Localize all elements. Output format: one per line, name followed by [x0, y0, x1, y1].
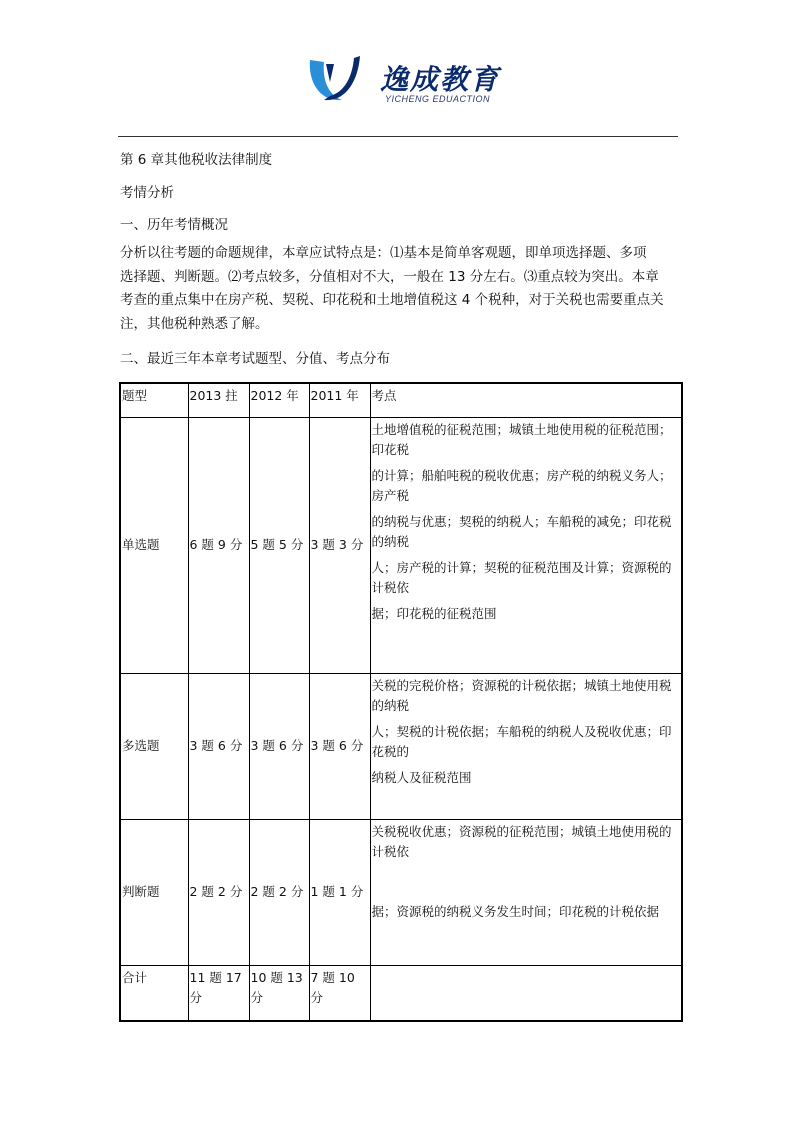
points-line: 关税税收优惠；资源税的征税范围；城镇土地使用税的计税依 [371, 823, 672, 859]
score-cell: 3 题 6 分 [309, 673, 370, 819]
score-cell: 6 题 9 分 [188, 417, 249, 673]
score-cell: 11 题 17 分 [188, 965, 249, 1021]
score-cell: 5 题 5 分 [249, 417, 309, 673]
header-cell: 2011 年 [309, 383, 370, 417]
section-title: 考情分析 [120, 185, 174, 201]
points-cell [370, 673, 682, 819]
points-line: 人；契税的计税依据；车船税的纳税人及税收优惠；印花税的 [371, 723, 672, 759]
points-line: 据；资源税的纳税义务发生时间；印花税的计税依据 [371, 903, 660, 919]
points-line: 纳税人及征税范围 [371, 769, 472, 785]
score-cell: 3 题 6 分 [188, 673, 249, 819]
points-line: 人；房产税的计算；契税的征税范围及计算；资源税的计税依 [371, 559, 672, 595]
header-cell: 考点 [370, 383, 682, 417]
heading-distribution: 二、最近三年本章考试题型、分值、考点分布 [120, 351, 390, 367]
table-header-row [120, 383, 682, 417]
points-cell [370, 819, 682, 965]
type-cell: 多选题 [120, 673, 188, 819]
table-row [120, 673, 682, 819]
heading-overview: 一、历年考情概况 [120, 217, 228, 233]
score-cell: 3 题 3 分 [309, 417, 370, 673]
table-row [120, 819, 682, 965]
table-row [120, 417, 682, 673]
points-line: 据；印花税的征税范围 [371, 605, 497, 621]
points-line: 的纳税与优惠；契税的纳税人；车船税的减免；印花税的纳税 [371, 513, 672, 549]
score-cell: 2 题 2 分 [249, 819, 309, 965]
type-cell: 判断题 [120, 819, 188, 965]
points-cell [370, 965, 682, 1021]
header-divider [118, 136, 678, 137]
points-line: 关税的完税价格；资源税的计税依据；城镇土地使用税的纳税 [371, 677, 672, 713]
analysis-paragraph [120, 242, 680, 336]
exam-distribution-table [119, 382, 683, 1022]
type-cell: 合计 [120, 965, 188, 1021]
points-cell [370, 417, 682, 673]
score-cell: 2 题 2 分 [188, 819, 249, 965]
score-cell: 7 题 10 分 [309, 965, 370, 1021]
points-line: 的计算；船舶吨税的税收优惠；房产税的纳税义务人；房产税 [371, 467, 672, 503]
points-line: 土地增值税的征税范围；城镇土地使用税的征税范围；印花税 [371, 421, 672, 457]
chapter-title: 第 6 章其他税收法律制度 [120, 152, 273, 168]
header-cell: 题型 [120, 383, 188, 417]
paragraph-line: 分析以往考题的命题规律，本章应试特点是：⑴基本是简单客观题，即单项选择题、多项 [120, 245, 647, 261]
type-cell: 单选题 [120, 417, 188, 673]
table-total-row [120, 965, 682, 1021]
score-cell: 1 题 1 分 [309, 819, 370, 965]
header-cell: 2013 拄 [188, 383, 249, 417]
score-cell: 10 题 13 分 [249, 965, 309, 1021]
paragraph-line: 考查的重点集中在房产税、契税、印花税和土地增值税这 4 个税种，对于关税也需要重点关 [120, 292, 664, 308]
paragraph-line: 选择题、判断题。⑵考点较多，分值相对不大，一般在 13 分左右。⑶重点较为突出。本章 [120, 268, 659, 285]
brand-name-en: YICHENG EDUACTION [385, 94, 491, 104]
paragraph-line: 注，其他税种熟悉了解。 [120, 315, 269, 332]
header-cell: 2012 年 [249, 383, 309, 417]
brand-name-cn: 逸成教育 [380, 63, 501, 96]
logo-swoosh-icon [300, 52, 380, 112]
score-cell: 3 题 6 分 [249, 673, 309, 819]
